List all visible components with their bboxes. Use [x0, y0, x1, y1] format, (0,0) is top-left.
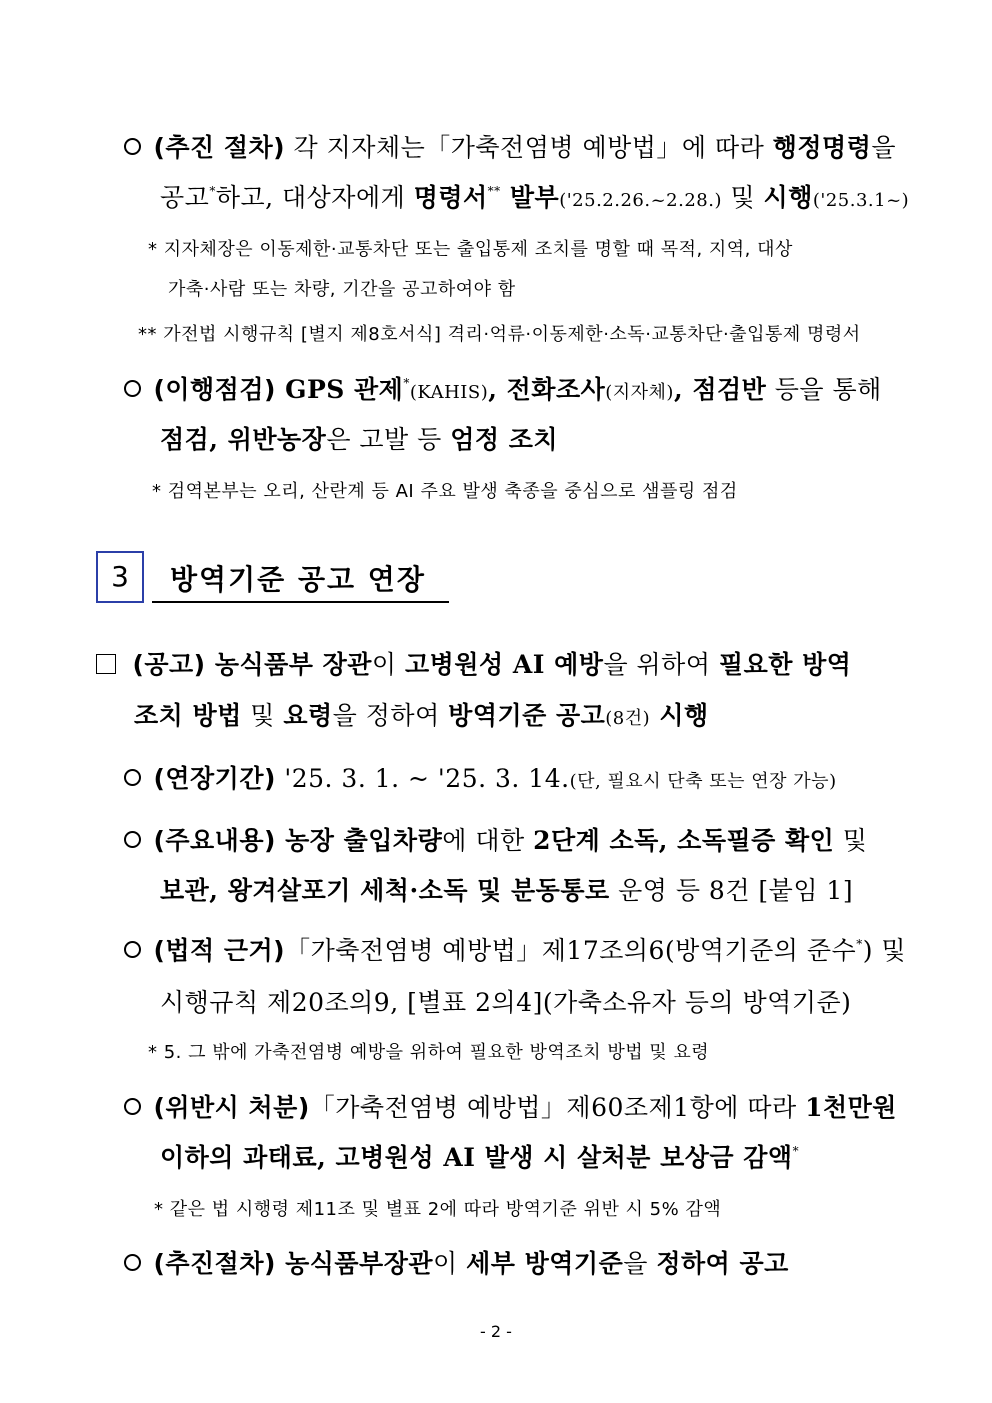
bold-text: 정하여 공고 [656, 1249, 789, 1278]
bold-text: 이하의 과태료, 고병원성 AI 발생 시 살처분 보상금 감액 [160, 1143, 793, 1172]
bold-text: 고병원성 AI 예방 [405, 650, 604, 679]
text: 이 [433, 1249, 467, 1278]
circle-bullet-icon [124, 941, 141, 958]
text: 및 [722, 183, 764, 212]
para-notice-line2 [134, 696, 709, 732]
para-legal-basis-line2: 시행규칙 제20조의9, [별표 2의4](가축소유자 등의 방역기준) [160, 988, 852, 1017]
para-notice-line1 [96, 645, 851, 681]
para-main-content-line2 [160, 871, 853, 907]
para-violation-line1 [124, 1088, 897, 1124]
bold-text: 시행 [763, 183, 813, 212]
bold-text: 1천만원 [805, 1093, 897, 1122]
text: 운영 등 8건 [붙임 1] [609, 876, 854, 905]
circle-bullet-icon [124, 1098, 141, 1115]
label: (법적 근거) [153, 936, 286, 965]
bold-text: 농식품부 장관 [205, 650, 372, 679]
label: (연장기간) [153, 764, 276, 793]
bold-text: 요령 [283, 701, 333, 730]
text: 및 [241, 701, 284, 730]
circle-bullet-icon [124, 831, 141, 848]
date: ('25.3.1~) [812, 190, 910, 211]
bold-text: 시행 [650, 701, 709, 730]
text: 을 [871, 133, 897, 162]
para-inspection-line2 [160, 420, 558, 456]
bold-text: 행정명령 [772, 133, 872, 162]
text: 「가축전염병 예방법」제60조제1항에 따라 [309, 1093, 806, 1122]
section-underline [152, 601, 449, 603]
circle-bullet-icon [124, 769, 141, 786]
small-text: (단, 필요시 단축 또는 연장 가능) [569, 771, 837, 792]
bold-text: GPS 관제 [275, 375, 404, 404]
section-title: 방역기준 공고 연장 [170, 563, 426, 596]
para-main-content-line1 [124, 821, 867, 857]
footnote-mark: * [856, 936, 863, 951]
footnote-1-line2: 가축·사람 또는 차량, 기간을 공고하여야 함 [168, 279, 516, 300]
text: 공고 [160, 183, 210, 212]
bold-text: 명령서 [413, 183, 488, 212]
text: 각 지자체는「가축전염병 예방법」에 따라 [285, 133, 773, 162]
page-number: - 2 - [480, 1322, 512, 1341]
para-extension-period [124, 759, 837, 795]
footnote-mark: ** [487, 183, 501, 198]
circle-bullet-icon [124, 1254, 141, 1271]
small-text: (지자체) [605, 382, 674, 403]
square-bullet-icon [96, 654, 116, 674]
bold-text: , 점검반 [673, 375, 767, 404]
bold-text: 엄정 조치 [450, 425, 559, 454]
label: (공고) [132, 650, 206, 679]
label: (이행점검) [153, 375, 276, 404]
para-legal-basis-line1 [124, 931, 906, 967]
circle-bullet-icon [124, 380, 141, 397]
date-range: '25. 3. 1. ~ '25. 3. 14. [275, 764, 570, 793]
para-violation-line2 [160, 1138, 799, 1174]
para-procedure-line1 [124, 128, 896, 164]
text: 은 고발 등 [326, 425, 451, 454]
text: 하고, 대상자에게 [215, 183, 414, 212]
footnote-mark: * [403, 375, 410, 390]
bold-text: 2단계 소독, 소독필증 확인 [533, 826, 835, 855]
small-text: (KAHIS) [409, 382, 489, 403]
text: 을 위하여 [603, 650, 719, 679]
para-procedure-line2 [160, 178, 909, 214]
text: 「가축전염병 예방법」제17조의6(방역기준의 준수 [285, 936, 857, 965]
text: 을 정하여 [332, 701, 449, 730]
small-text: (8건) [605, 708, 651, 729]
section-number: 3 [96, 551, 144, 603]
label: (위반시 처분) [153, 1093, 310, 1122]
date-range: ('25.2.26.~2.28.) [559, 190, 722, 211]
footnote-4: * 5. 그 밖에 가축전염병 예방을 위하여 필요한 방역조치 방법 및 요령 [148, 1042, 710, 1063]
bold-text: 발부 [500, 183, 560, 212]
bold-text: 보관, 왕겨살포기 세척·소독 및 분동통로 [160, 876, 610, 905]
para-process [124, 1244, 789, 1280]
footnote-1-line1: * 지자체장은 이동제한·교통차단 또는 출입통제 조치를 명할 때 목적, 지역, 대상 [148, 239, 793, 260]
text: 등을 통해 [766, 375, 882, 404]
circle-bullet-icon [124, 138, 141, 155]
bold-text: , 전화조사 [488, 375, 606, 404]
text: 및 [834, 826, 868, 855]
bold-text: 세부 방역기준 [466, 1249, 624, 1278]
para-inspection-line1 [124, 370, 882, 406]
footnote-mark: * [209, 183, 216, 198]
footnote-3: * 검역본부는 오리, 산란계 등 AI 주요 발생 축종을 중심으로 샘플링 점검 [152, 481, 738, 502]
footnote-5: * 같은 법 시행령 제11조 및 별표 2에 따라 방역기준 위반 시 5% 감액 [154, 1199, 722, 1220]
label: (추진절차) [153, 1249, 276, 1278]
label: (추진 절차) [153, 133, 286, 162]
bold-text: 방역기준 공고 [448, 701, 606, 730]
text: ) 및 [862, 936, 907, 965]
bold-text: 조치 방법 [134, 701, 242, 730]
bold-text: 농장 출입차량 [275, 826, 443, 855]
bold-text: 점검, 위반농장 [160, 425, 327, 454]
text: 이 [371, 650, 406, 679]
text: 에 대한 [442, 826, 534, 855]
bold-text: 필요한 방역 [718, 650, 852, 679]
footnote-mark: * [792, 1143, 800, 1158]
label: (주요내용) [153, 826, 276, 855]
footnote-2: ** 가전법 시행규칙 [별지 제8호서식] 격리·억류·이동제한·소독·교통차단·출입통제 명령서 [138, 324, 861, 345]
text: 을 [623, 1249, 657, 1278]
bold-text: 농식품부장관 [275, 1249, 434, 1278]
